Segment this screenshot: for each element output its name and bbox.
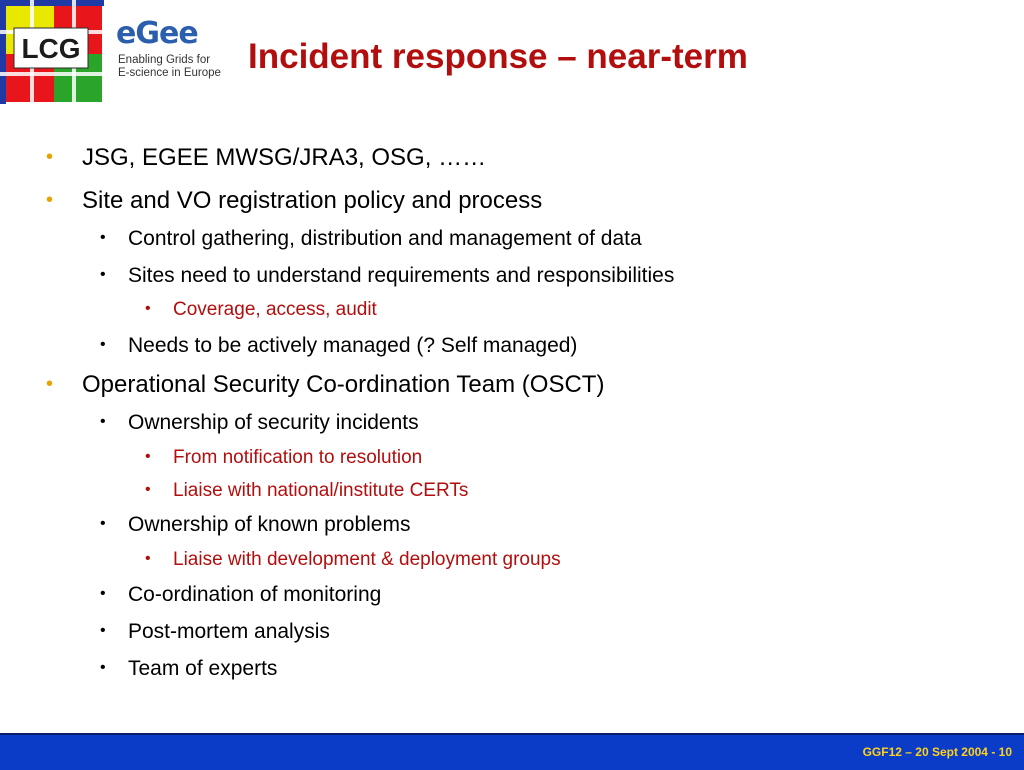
bullet-item xyxy=(46,144,487,172)
bullet-text: Liaise with national/institute CERTs xyxy=(173,480,469,501)
bullet-item xyxy=(46,371,605,399)
bullet-text: Liaise with development & deployment groups xyxy=(173,549,561,570)
bullet-text: Needs to be actively managed (? Self managed) xyxy=(128,334,578,357)
bullet-dot-icon: • xyxy=(46,146,54,168)
bullet-dot-icon: • xyxy=(100,229,106,246)
bullet-dot-icon: • xyxy=(145,550,151,567)
bullet-item xyxy=(46,187,543,215)
bullet-item xyxy=(100,264,675,288)
lcg-logo-text: LCG xyxy=(21,33,81,64)
bullet-dot-icon: • xyxy=(100,413,106,430)
bullet-dot-icon: • xyxy=(46,373,54,395)
bullet-dot-icon: • xyxy=(46,189,54,211)
bullet-item xyxy=(100,411,419,435)
egee-tagline-line2: E-science in Europe xyxy=(118,67,221,79)
bullet-dot-icon: • xyxy=(100,659,106,676)
bullet-item xyxy=(100,334,578,358)
slide-footer xyxy=(0,733,1024,770)
bullet-text: From notification to resolution xyxy=(173,447,423,468)
bullet-text: Post-mortem analysis xyxy=(128,620,330,643)
footer-text: GGF12 – 20 Sept 2004 - 10 xyxy=(862,745,1012,759)
bullet-text: Co-ordination of monitoring xyxy=(128,583,382,606)
bullet-item xyxy=(145,299,377,321)
bullet-text: Ownership of known problems xyxy=(128,513,411,536)
bullet-text: Coverage, access, audit xyxy=(173,299,377,320)
bullet-dot-icon: • xyxy=(100,585,106,602)
bullet-text: Team of experts xyxy=(128,657,278,680)
bullet-item xyxy=(145,549,561,571)
bullet-dot-icon: • xyxy=(145,300,151,317)
bullet-dot-icon: • xyxy=(145,448,151,465)
bullet-text: Sites need to understand requirements and responsibilities xyxy=(128,264,675,287)
bullet-item xyxy=(100,583,382,607)
bullet-item xyxy=(100,513,411,537)
bullet-text: JSG, EGEE MWSG/JRA3, OSG, …… xyxy=(82,144,487,171)
bullet-item xyxy=(145,480,469,502)
bullet-dot-icon: • xyxy=(100,336,106,353)
bullet-dot-icon: • xyxy=(100,515,106,532)
bullet-item xyxy=(100,620,330,644)
bullet-item xyxy=(100,227,642,251)
bullet-item xyxy=(100,657,278,681)
bullet-text: Control gathering, distribution and management of data xyxy=(128,227,642,250)
egee-tagline-line1: Enabling Grids for xyxy=(118,54,211,66)
slide-title: Incident response – near-term xyxy=(248,37,748,76)
bullet-dot-icon: • xyxy=(100,266,106,283)
bullet-dot-icon: • xyxy=(100,622,106,639)
bullet-text: Operational Security Co-ordination Team (OSCT) xyxy=(82,371,605,398)
bullet-text: Site and VO registration policy and process xyxy=(82,187,543,214)
bullet-text: Ownership of security incidents xyxy=(128,411,419,434)
egee-logo-word: eGee xyxy=(116,16,198,51)
bullet-dot-icon: • xyxy=(145,481,151,498)
bullet-item xyxy=(145,447,423,469)
